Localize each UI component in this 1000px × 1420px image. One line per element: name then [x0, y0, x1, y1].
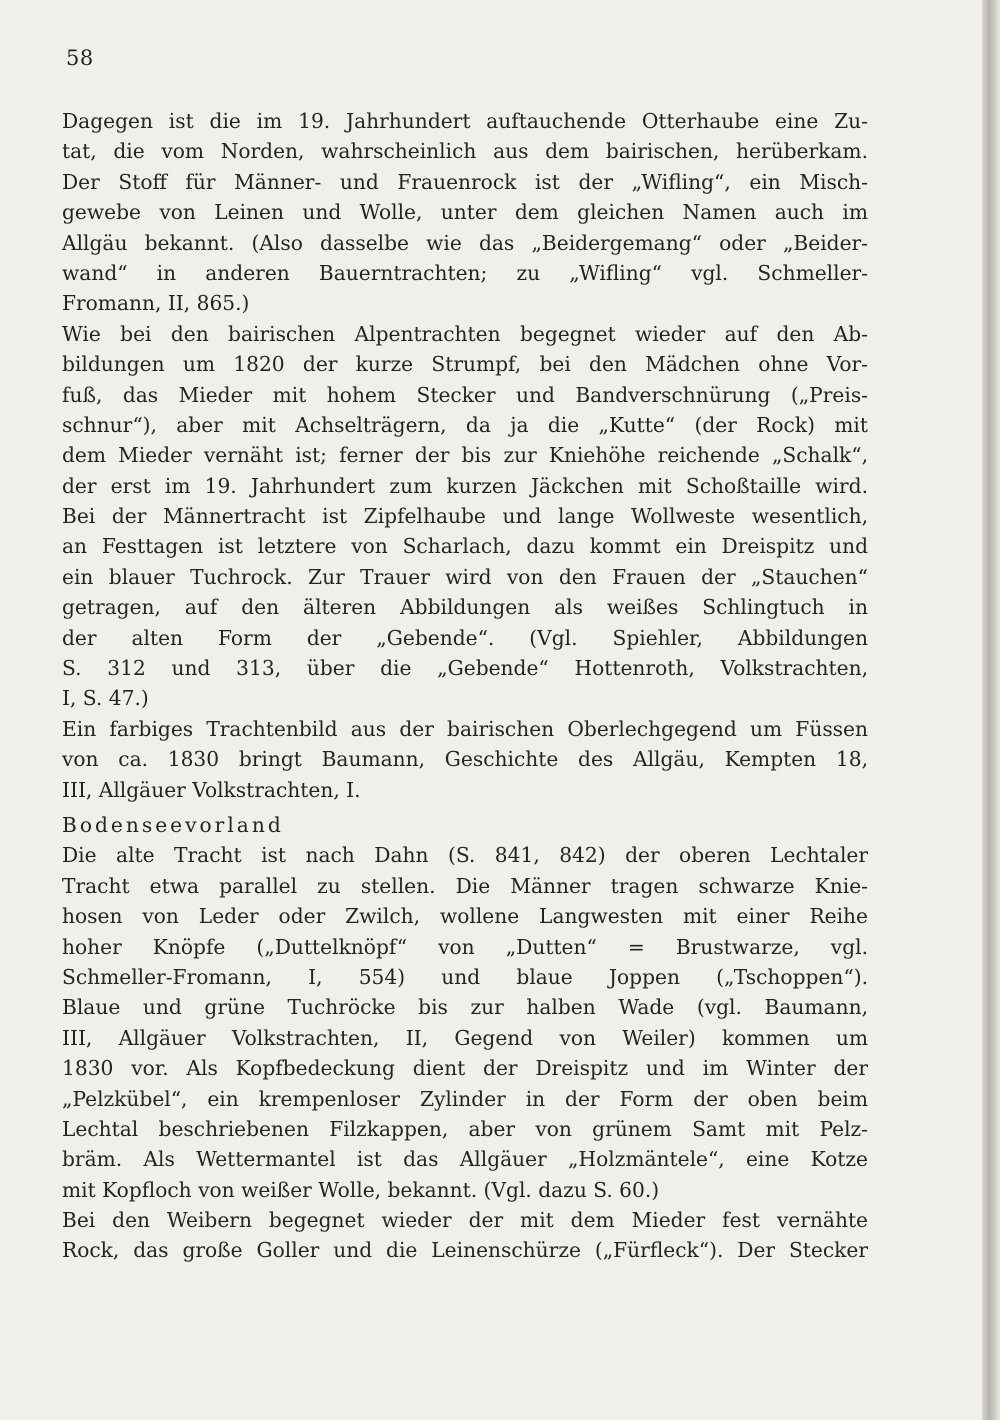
- text-line: bildungen um 1820 der kurze Strumpf, bei den Mädchen ohne Vor-: [62, 352, 868, 377]
- text-line: dem Mieder vernäht ist; ferner der bis zur Kniehöhe reichende „Schalk“,: [62, 443, 868, 468]
- text-line: von ca. 1830 bringt Baumann, Geschichte des Allgäu, Kempten 18,: [62, 747, 868, 772]
- text-line: I, S. 47.): [62, 686, 149, 711]
- text-line: S. 312 und 313, über die „Gebende“ Hottenroth, Volkstrachten,: [62, 656, 868, 681]
- text-line: Dagegen ist die im 19. Jahrhundert auftauchende Otterhaube eine Zu-: [62, 109, 868, 133]
- text-line: schnur“), aber mit Achselträgern, da ja die „Kutte“ (der Rock) mit: [62, 412, 868, 437]
- text-line: ein blauer Tuchrock. Zur Trauer wird von den Frauen der „Stauchen“: [62, 564, 868, 589]
- text-line: III, Allgäuer Volkstrachten, I.: [62, 777, 361, 802]
- text-line: an Festtagen ist letztere von Scharlach, dazu kommt ein Dreispitz und: [62, 534, 868, 559]
- text-line: 1830 vor. Als Kopfbedeckung dient der Dreispitz und im Winter der: [62, 1056, 868, 1081]
- text-line: fuß, das Mieder mit hohem Stecker und Bandverschnürung („Preis-: [62, 382, 868, 407]
- text-line: mit Kopfloch von weißer Wolle, bekannt. (Vgl. dazu S. 60.): [62, 1177, 660, 1202]
- text-line: hoher Knöpfe („Duttelknöpf“ von „Dutten“ = Brustwarze, vgl.: [62, 934, 868, 959]
- page-number: 58: [66, 46, 94, 70]
- text-line: „Pelzkübel“, ein krempenloser Zylinder in der Form der oben beim: [62, 1086, 868, 1111]
- text-line: wand“ in anderen Bauerntrachten; zu „Wifling“ vgl. Schmeller-: [62, 260, 868, 285]
- text-line: Wie bei den bairischen Alpentrachten begegnet wieder auf den Ab-: [62, 321, 868, 346]
- text-line: III, Allgäuer Volkstrachten, II, Gegend von Weiler) kommen um: [62, 1025, 868, 1050]
- text-line: Blaue und grüne Tuchröcke bis zur halben Wade (vgl. Baumann,: [62, 995, 868, 1020]
- section-heading: Bodenseevorland: [62, 812, 284, 837]
- text-line: Die alte Tracht ist nach Dahn (S. 841, 842) der oberen Lechtaler: [62, 843, 868, 868]
- text-line: Rock, das große Goller und die Leinenschürze („Fürfleck“). Der Stecker: [62, 1238, 868, 1263]
- text-line: gewebe von Leinen und Wolle, unter dem gleichen Namen auch im: [62, 200, 868, 225]
- text-line: Tracht etwa parallel zu stellen. Die Männer tragen schwarze Knie-: [62, 873, 868, 898]
- body-text: [62, 106, 868, 1266]
- page-edge-shadow: [982, 0, 1000, 1420]
- text-line: Der Stoff für Männer- und Frauenrock ist der „Wifling“, ein Misch-: [62, 169, 868, 194]
- text-line: der erst im 19. Jahrhundert zum kurzen Jäckchen mit Schoßtaille wird.: [62, 473, 868, 498]
- text-line: Bei der Männertracht ist Zipfelhaube und lange Wollweste wesentlich,: [62, 504, 868, 529]
- text-line: der alten Form der „Gebende“. (Vgl. Spiehler, Abbildungen: [62, 625, 868, 650]
- text-line: bräm. Als Wettermantel ist das Allgäuer „Holzmäntele“, eine Kotze: [62, 1147, 868, 1172]
- text-line: Allgäu bekannt. (Also dasselbe wie das „Beidergemang“ oder „Beider-: [62, 230, 868, 255]
- text-line: Bei den Weibern begegnet wieder der mit dem Mieder fest vernähte: [62, 1208, 868, 1233]
- text-line: Schmeller-Fromann, I, 554) und blaue Joppen („Tschoppen“).: [62, 964, 868, 989]
- text-line: tat, die vom Norden, wahrscheinlich aus dem bairischen, herüberkam.: [62, 139, 868, 164]
- text-line: Ein farbiges Trachtenbild aus der bairischen Oberlechgegend um Füssen: [62, 716, 868, 741]
- text-line: hosen von Leder oder Zwilch, wollene Langwesten mit einer Reihe: [62, 904, 868, 929]
- text-line: Fromann, II, 865.): [62, 291, 250, 316]
- text-line: getragen, auf den älteren Abbildungen als weißes Schlingtuch in: [62, 595, 868, 620]
- text-line: Lechtal beschriebenen Filzkappen, aber von grünem Samt mit Pelz-: [62, 1116, 868, 1141]
